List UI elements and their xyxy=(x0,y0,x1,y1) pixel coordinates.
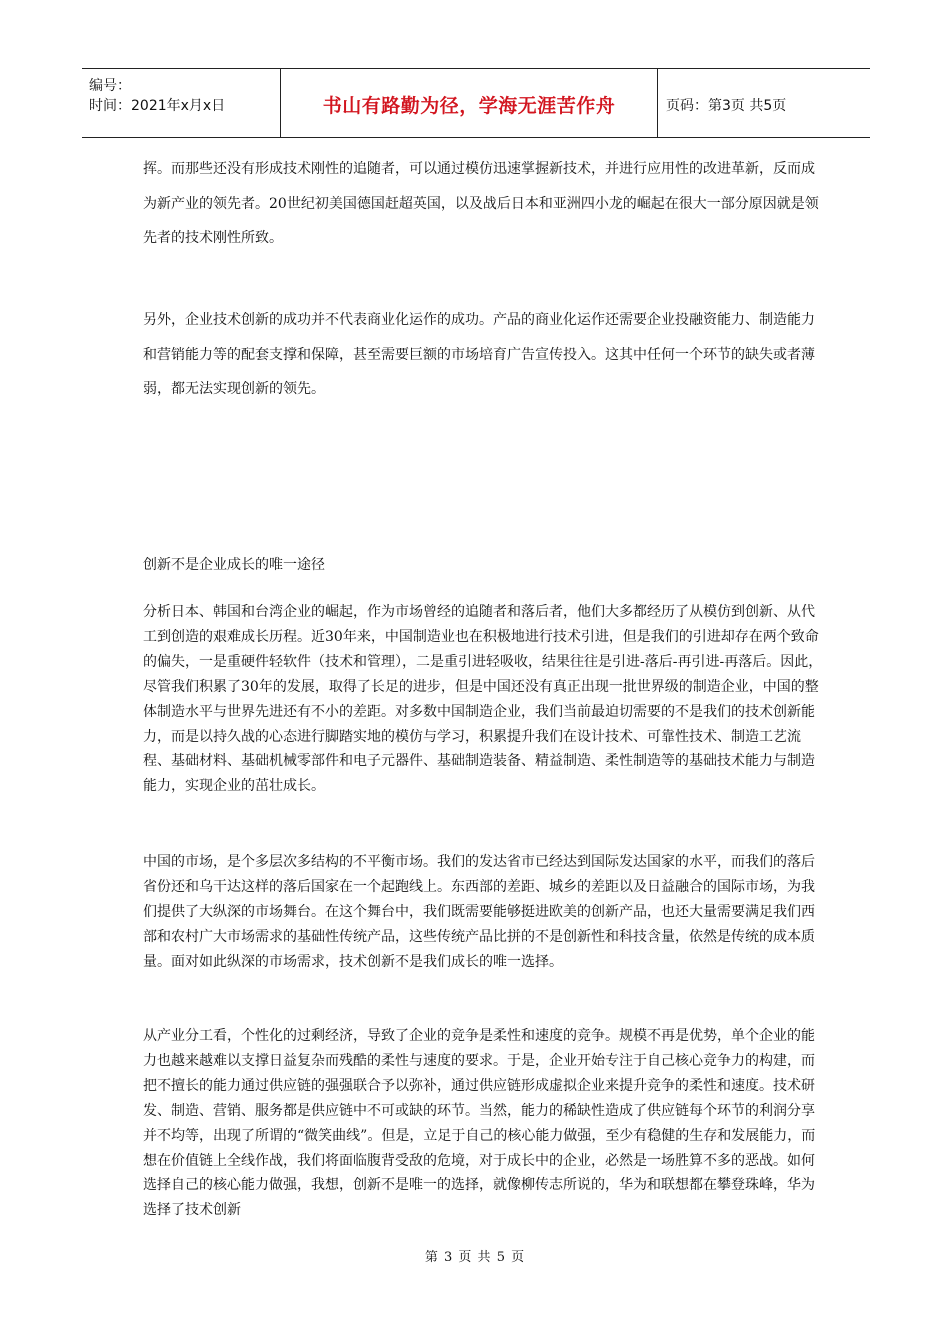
paragraph-market: 中国的市场，是个多层次多结构的不平衡市场。我们的发达省市已经达到国际发达国家的水平，而我们的落后省份还和乌干达这样的落后国家在一个起跑线上。东西部的差距、城乡的差距以及日益融合的国际市场，为我们提供了大纵深的市场舞台。在这个舞台中，我们既需要能够挺进欧美的创新产品，也还大量需要满足我们西部和农村广大市场需求的基础性传统产品，这些传统产品比拼的不是创新性和科技含量，依然是传统的成本质量。面对如此纵深的市场需求，技术创新不是我们成长的唯一选择。 xyxy=(143,854,815,970)
paragraph-imitation: 分析日本、韩国和台湾企业的崛起，作为市场曾经的追随者和落后者，他们大多都经历了从模仿到创新、从代工到创造的艰难成长历程。近30年来，中国制造业也在积极地进行技术引进，但是我们的引进却存在两个致命的偏失，一是重硬件轻软件（技术和管理），二是重引进轻吸收，结果往往是引进-落后-再引进-再落后。因此，尽管我们积累了30年的发展，取得了长足的进步，但是中国还没有真正出现一批世界级的制造企业，中国的整体制造水平与世界先进还有不小的差距。对多数中国制造企业，我们当前最迫切需要的不是我们的技术创新能力，而是以持久战的心态进行脚踏实地的模仿与学习，积累提升我们在设计技术、可靠性技术、制造工艺流程、基础材料、基础机械零部件和电子元器件、基础制造装备、精益制造、柔性制造等的基础技术能力与制造能力，实现企业的茁壮成长。 xyxy=(143,604,823,795)
paragraph-industry-division: 从产业分工看，个性化的过剩经济，导致了企业的竞争是柔性和速度的竞争。规模不再是优势，单个企业的能力也越来越难以支撑日益复杂而残酷的柔性与速度的要求。于是，企业开始专注于自己核心竞争力的构建，而把不擅长的能力通过供应链的强强联合予以弥补，通过供应链形成虚拟企业来提升竞争的柔性和速度。技术研发、制造、营销、服务都是供应链中不可或缺的环节。当然，能力的稀缺性造成了供应链每个环节的利润分享并不均等，出现了所谓的“微笑曲线”。但是，立足于自己的核心能力做强，至少有稳健的生存和发展能力，而想在价值链上全线作战，我们将面临腹背受敌的危境，对于成长中的企业，必然是一场胜算不多的恶战。如何选择自己的核心能力做强，我想，创新不是唯一的选择，就像柳传志所说的，华为和联想都在攀登珠峰，华为选择了技术创新 xyxy=(143,1028,816,1219)
paragraph-continued: 挥。而那些还没有形成技术刚性的追随者，可以通过模仿迅速掌握新技术，并进行应用性的改进革新，反而成为新产业的领先者。20世纪初美国德国赶超英国，以及战后日本和亚洲四小龙的崛起在很大一部分原因就是领先者的技术刚性所致。 xyxy=(143,161,819,246)
section-heading: 创新不是企业成长的唯一途径 xyxy=(143,557,325,573)
paragraph-commercialization: 另外，企业技术创新的成功并不代表商业化运作的成功。产品的商业化运作还需要企业投融资能力、制造能力和营销能力等的配套支撑和保障，甚至需要巨额的市场培育广告宣传投入。这其中任何一个环节的缺失或者薄弱，都无法实现创新的领先。 xyxy=(143,312,815,397)
header-motto-cell xyxy=(281,69,658,137)
page-footer: 第 3 页 共 5 页 xyxy=(424,1250,526,1265)
document-header xyxy=(82,68,870,138)
header-page-info: 页码：第3页 共5页 xyxy=(666,98,787,114)
header-meta-cell xyxy=(82,69,281,137)
document-date: 时间：2021年x月x日 xyxy=(89,98,226,114)
header-page-cell xyxy=(658,69,870,137)
header-motto: 书山有路勤为径，学海无涯苦作舟 xyxy=(322,95,616,117)
document-number-label: 编号： xyxy=(89,78,131,94)
